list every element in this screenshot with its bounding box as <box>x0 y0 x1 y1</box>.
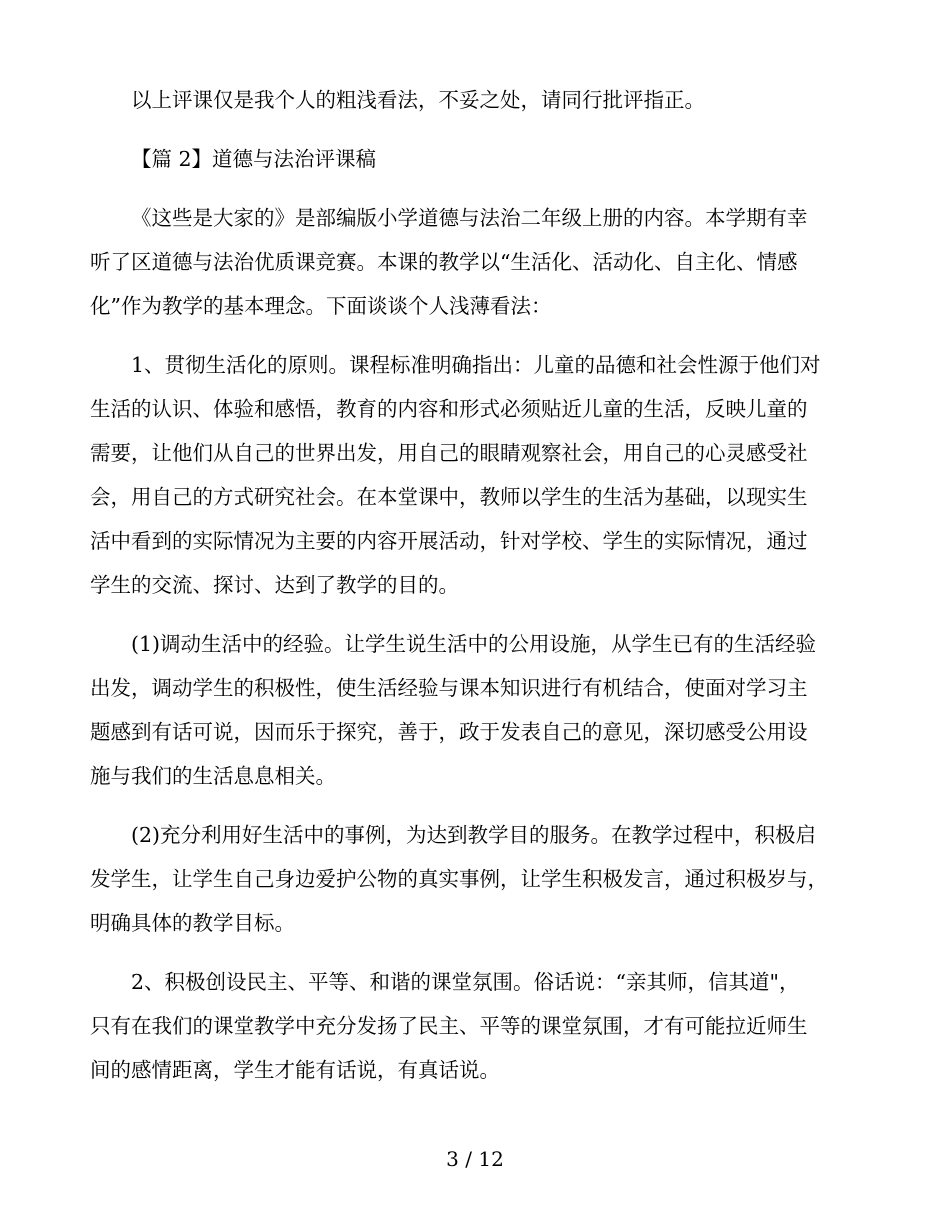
paragraph-line: 化”作为教学的基本理念。下面谈谈个人浅薄看法： <box>90 294 552 318</box>
paragraph-line: 只有在我们的课堂教学中充分发扬了民主、平等的课堂氛围，才有可能拉近师生 <box>90 1014 808 1038</box>
paragraph-line: 生活的认识、体验和感悟，教育的内容和形式必须贴近儿童的生活，反映儿童的 <box>90 397 808 421</box>
paragraph-line: 学生的交流、探讨、达到了教学的目的。 <box>90 573 459 597</box>
paragraph-line: 发学生，让学生自己身边爱护公物的真实事例，让学生积极发言，通过积极岁与， <box>90 867 828 891</box>
paragraph-line: 会，用自己的方式研究社会。在本堂课中，教师以学生的生活为基础，以现实生 <box>90 485 808 509</box>
section-heading: 【篇 2】道德与法治评课稿 <box>131 147 377 171</box>
paragraph-line: 活中看到的实际情况为主要的内容开展活动，针对学校、学生的实际情况，通过 <box>90 529 808 553</box>
paragraph-line: 题感到有话可说，因而乐于探究，善于，政于发表自己的意见，深切感受公用设 <box>90 720 808 744</box>
paragraph-line: 《这些是大家的》是部编版小学道德与法治二年级上册的内容。本学期有幸 <box>131 206 808 230</box>
paragraph-line: (1)调动生活中的经验。让学生说生活中的公用设施，从学生已有的生活经验 <box>131 632 817 656</box>
paragraph-line: 2、积极创设民主、平等、和谐的课堂氛围。俗话说：“亲其师，信其道"， <box>131 970 800 994</box>
closing-remark: 以上评课仅是我个人的粗浅看法，不妥之处，请同行批评指正。 <box>131 88 705 112</box>
paragraph-line: 明确具体的教学目标。 <box>90 911 295 935</box>
paragraph-line: (2)充分利用好生活中的事例，为达到教学目的服务。在教学过程中，积极启 <box>131 823 817 847</box>
paragraph-line: 间的感情距离，学生才能有话说，有真话说。 <box>90 1058 500 1082</box>
paragraph-line: 出发，调动学生的积极性，使生活经验与课本知识进行有机结合，使面对学习主 <box>90 676 808 700</box>
paragraph-line: 施与我们的生活息息相关。 <box>90 764 336 788</box>
paragraph-line: 1、贯彻生活化的原则。课程标准明确指出：儿童的品德和社会性源于他们对 <box>131 353 821 377</box>
paragraph-line: 听了区道德与法治优质课竞赛。本课的教学以“生活化、活动化、自主化、情感 <box>90 250 798 274</box>
page-number: 3 / 12 <box>446 1147 504 1171</box>
paragraph-line: 需要，让他们从自己的世界出发，用自己的眼睛观察社会，用自己的心灵感受社 <box>90 441 808 465</box>
